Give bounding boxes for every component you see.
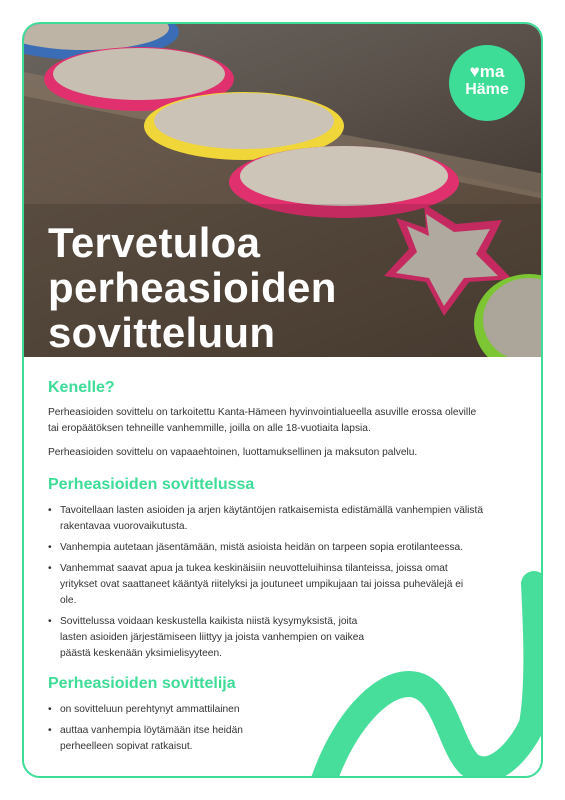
hero-title-line: perheasioiden: [48, 264, 337, 311]
section-kenelle: [48, 378, 513, 461]
page-frame: [22, 22, 543, 778]
hero-title: [48, 220, 337, 355]
content-area: [48, 374, 513, 760]
oma-hame-logo: [449, 45, 525, 121]
paragraph: Perheasioiden sovittelu on vapaaehtoinen, luottamuksellinen ja maksuton palvelu.: [48, 447, 418, 458]
logo-line-1: ♥ma: [469, 62, 505, 81]
list-item: • Sovittelussa voidaan keskustella kaikista niistä kysymyksistä, joita lasten asioiden järjestämiseen liittyy ja joista vanhempien on vaikea päästä keskenään yksimielisyyteen.: [48, 614, 380, 662]
hero-photo: [24, 24, 541, 357]
section-heading: Kenelle?: [48, 379, 115, 396]
list-item: • on sovitteluun perehtynyt ammattilainen: [48, 702, 288, 718]
bullet-list: [48, 702, 288, 755]
section-sovittelussa: [48, 475, 513, 662]
section-sovittelija: [48, 674, 513, 755]
hero-title-line: Tervetuloa: [48, 219, 261, 266]
list-item: • Vanhemmat saavat apua ja tukea keskinäisiin neuvotteluihinsa tilanteissa, joissa omat yritykset ovat saattaneet kääntyä riitelyksi ja joutuneet umpikujaan tai joissa puhevälejä ei ole.: [48, 561, 480, 609]
paragraph: Perheasioiden sovittelu on tarkoitettu Kanta-Hämeen hyvinvointialueella asuville erossa oleville tai eropäätöksen tehneille vanhemmille, joilla on alle 18-vuotiaita lapsia.: [48, 407, 477, 434]
list-item: • Vanhempia autetaan jäsentämään, mistä asioista heidän on tarpeen sopia erotilanteessa.: [48, 540, 508, 556]
bullet-list: [48, 503, 508, 662]
hero-title-line: sovitteluun: [48, 309, 276, 356]
logo-line-2: Häme: [465, 81, 509, 98]
list-item: • Tavoitellaan lasten asioiden ja arjen käytäntöjen ratkaisemista edistämällä vanhempien välistä rakentavaa vuorovaikutusta.: [48, 503, 508, 535]
section-heading: Perheasioiden sovittelussa: [48, 476, 255, 493]
list-item: • auttaa vanhempia löytämään itse heidän perheelleen sopivat ratkaisut.: [48, 723, 288, 755]
section-heading: Perheasioiden sovittelija: [48, 675, 236, 692]
